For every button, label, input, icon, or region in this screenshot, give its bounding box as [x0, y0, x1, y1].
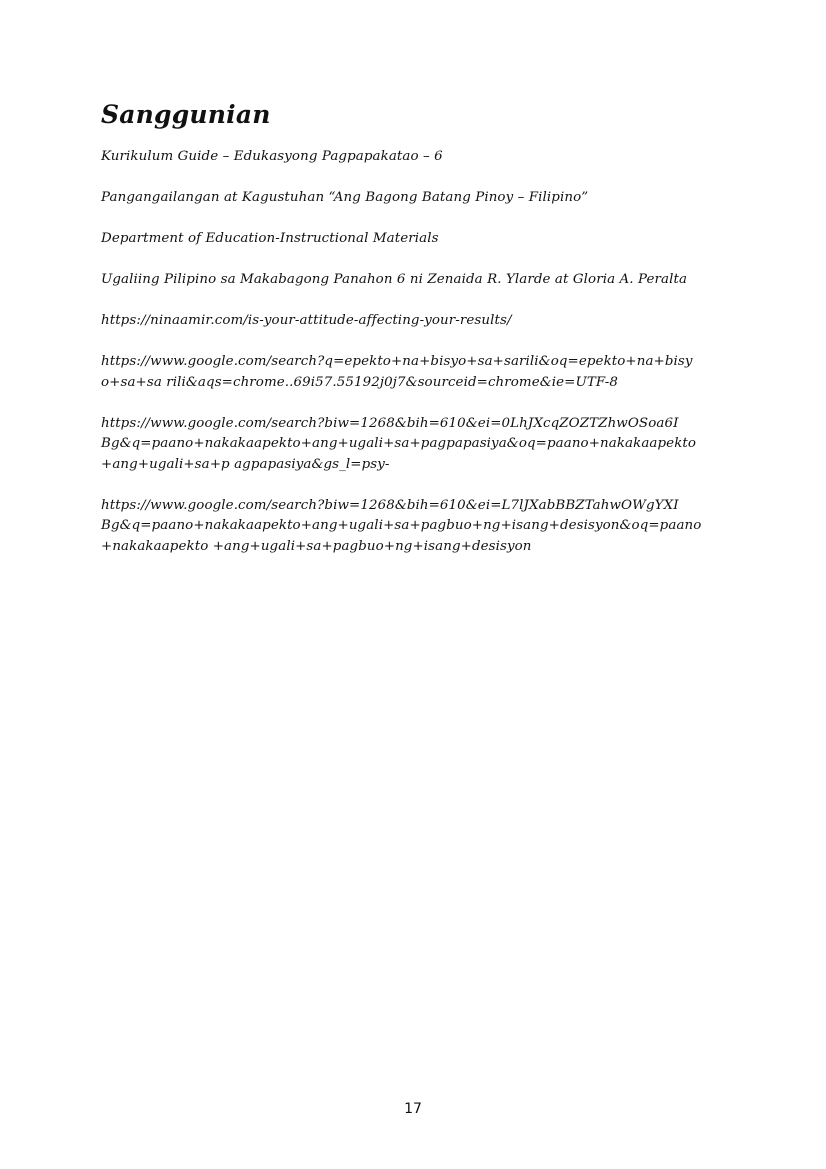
reference-url: https://www.google.com/search?biw=1268&bih=610&ei=L7lJXabBBZTahwOWgYXI Bg&q=paano+nakakaapekto+ang+ugali+sa+pagbuo+ng+isang+desisyon&oq=paano +nakakaapekto +ang+ugali+sa+pagbuo+ng+isang+desisyon — [101, 497, 702, 554]
references-heading: Sanggunian — [101, 100, 271, 129]
reference-url: https://ninaamir.com/is-your-attitude-affecting-your-results/ — [101, 313, 512, 328]
page-number: 17 — [404, 1101, 422, 1117]
reference-url: https://www.google.com/search?biw=1268&bih=610&ei=0LhJXcqZOZTZhwOSoa6I Bg&q=paano+nakakaapekto+ang+ugali+sa+pagpapasiya&oq=paano+nakakaapekto +ang+ugali+sa+p agpapasiya&gs_l=psy- — [101, 415, 697, 472]
references-list — [101, 147, 741, 578]
reference-url: https://www.google.com/search?q=epekto+na+bisyo+sa+sarili&oq=epekto+na+bisy o+sa+sa rili&aqs=chrome..69i57.55192j0j7&sourceid=chrome&ie=UTF-8 — [101, 354, 693, 390]
reference-item: Kurikulum Guide – Edukasyong Pagpapakatao – 6 — [101, 149, 443, 164]
reference-item: Pangangailangan at Kagustuhan “Ang Bagong Batang Pinoy – Filipino” — [101, 190, 589, 205]
reference-item: Department of Education-Instructional Materials — [101, 231, 439, 246]
reference-item: Ugaliing Pilipino sa Makabagong Panahon 6 ni Zenaida R. Ylarde at Gloria A. Peralta — [101, 272, 688, 287]
